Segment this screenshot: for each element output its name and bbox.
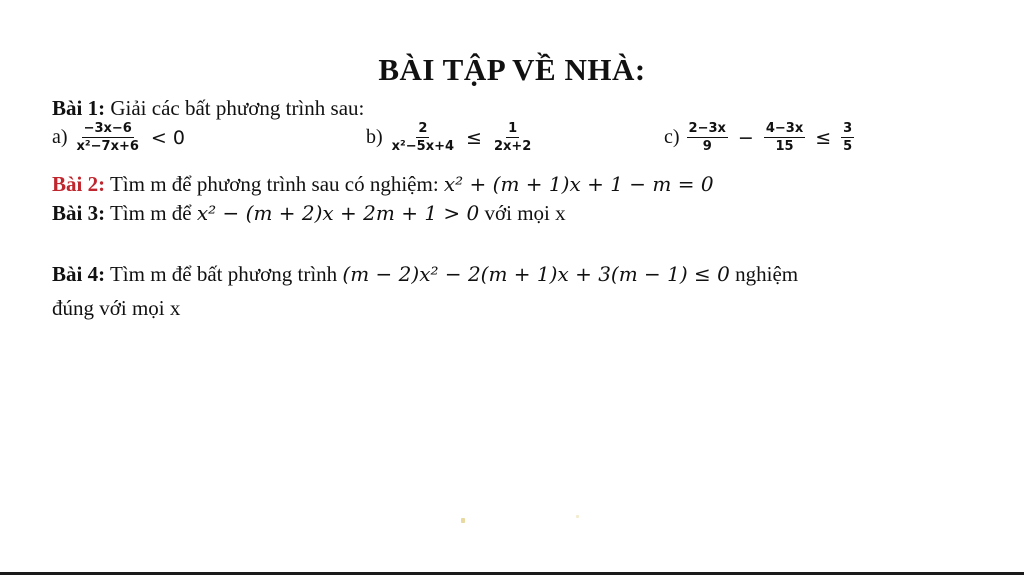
exercise-3-label: Bài 3: <box>52 201 106 225</box>
denominator: 15 <box>775 139 794 154</box>
exercise-4 <box>52 262 798 287</box>
relation: < 0 <box>150 126 185 149</box>
fraction <box>841 121 854 154</box>
exercise-1-text: Giải các bất phương trình sau: <box>105 96 365 120</box>
exercise-3-inequality: x² − (m + 2)x + 2m + 1 > 0 <box>196 201 480 225</box>
exercise-3-text: Tìm m để <box>105 201 197 225</box>
exercise-3 <box>52 201 566 226</box>
exercise-1-label: Bài 1: <box>52 96 106 120</box>
exercise-2-equation: x² + (m + 1)x + 1 − m = 0 <box>443 172 714 196</box>
denominator: 5 <box>843 139 853 154</box>
page-title: BÀI TẬP VỀ NHÀ: <box>378 52 646 87</box>
exercise-4-label: Bài 4: <box>52 262 106 286</box>
part-c-tag: c) <box>664 126 680 148</box>
relation: ≤ <box>815 126 832 149</box>
exercise-1b <box>366 121 535 154</box>
minus-sign: − <box>737 126 754 149</box>
exercise-3-text-end: với mọi x <box>479 201 566 225</box>
exercise-2-label: Bài 2: <box>52 172 106 196</box>
exercise-4-inequality: (m − 2)x² − 2(m + 1)x + 3(m − 1) ≤ 0 <box>342 262 730 286</box>
exercise-4-text: Tìm m để bất phương trình <box>105 262 343 286</box>
fraction <box>492 121 533 154</box>
part-a-tag: a) <box>52 126 68 148</box>
fraction <box>75 121 141 154</box>
denominator: 2x+2 <box>493 139 532 154</box>
exercise-4-continuation: đúng với mọi x <box>52 296 181 320</box>
exercise-2 <box>52 172 714 197</box>
numerator: 4−3x <box>765 121 804 136</box>
numerator: 1 <box>508 121 518 136</box>
exercise-2-text: Tìm m để phương trình sau có nghiệm: <box>105 172 444 196</box>
artifact-dot <box>461 518 465 523</box>
exercise-1-heading <box>52 96 364 121</box>
part-b-tag: b) <box>366 126 383 148</box>
denominator: x²−5x+4 <box>391 139 455 154</box>
exercise-4-text-end: nghiệm <box>729 262 799 286</box>
numerator: 2−3x <box>688 121 726 136</box>
fraction <box>764 121 805 154</box>
numerator: 2 <box>418 121 428 136</box>
relation: ≤ <box>466 126 482 149</box>
denominator: 9 <box>702 139 712 154</box>
fraction <box>390 121 456 154</box>
exercise-1a <box>52 121 188 154</box>
denominator: x²−7x+6 <box>76 139 139 154</box>
fraction <box>687 121 728 154</box>
artifact-dot <box>576 515 579 518</box>
exercise-1c <box>664 121 856 154</box>
numerator: 3 <box>843 121 853 136</box>
numerator: −3x−6 <box>83 121 132 136</box>
